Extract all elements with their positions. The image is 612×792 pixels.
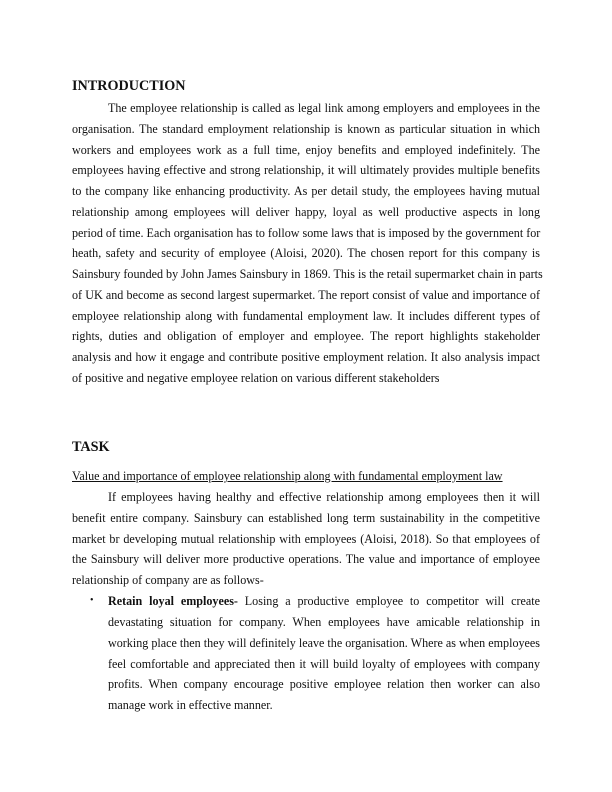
text-line: rights, duties and obligation of employer and employee. The report highlights stakeholder [72,329,540,344]
bullet-icon: • [90,595,94,606]
text-line: employees having effective and strong relationship, it will ultimately provides multiple benefits [72,163,540,178]
text-line: employee relationship along with fundamental employment law. It includes different types of [72,308,540,323]
text-line: Sainsbury founded by John James Sainsbury in 1869. This is the retail supermarket chain in parts [72,267,543,281]
text-line: to the company like enhancing productivity. As per detail study, the employees having mutual [72,184,540,198]
text-line: market br developing mutual relationship with employees (Aloisi, 2018). So that employees of [72,531,540,546]
text-line: of positive and negative employee relation on various different stakeholders [72,370,440,385]
bullet-first-line [108,593,540,609]
bullet-text: Losing a productive employee to competitor will create [237,594,540,608]
text-line: profits. When company encourage positive employee relation then worker can also [108,677,540,692]
text-line: manage work in effective manner. [108,698,273,712]
text-line: benefit entire company. Sainsbury can established long term sustainability in the competitive [72,510,540,525]
task-subheading: Value and importance of employee relationship along with fundamental employment law [72,469,503,483]
text-line: the Sainsbury will deliver more productive operations. The value and importance of employee [72,552,540,567]
intro-heading: INTRODUCTION [72,78,186,94]
text-line: of UK and become as second largest supermarket. The report consist of value and importance of [72,287,540,302]
text-line: If employees having healthy and effective relationship among employees then it will [108,490,540,504]
text-line: organisation. The standard employment relationship is known as particular situation in which [72,121,540,136]
text-line: relationship of company are as follows- [72,573,264,587]
text-line: period of time. Each organisation has to follow some laws that is imposed by the government for [72,225,541,240]
text-line: analysis and how it engage and contribute positive employment relation. It also analysis impact [72,350,540,364]
text-line: relationship among employees will deliver happy, loyal as well productive aspects in long [72,204,540,219]
bullet-title: Retain loyal employees- [108,594,238,608]
text-line: feel comfortable and appreciated then it will build loyalty of employees with company [108,656,540,671]
text-line: devastating situation for company. When employees have amicable relationship in [108,615,540,629]
task-heading: TASK [72,439,110,455]
text-line: working place then they will definitely leave the organisation. Where as when employees [108,635,540,650]
text-line: The employee relationship is called as legal link among employers and employees in the [108,101,540,115]
text-line: workers and employees work as a full time, enjoy benefits and employed indefinitely. The [72,142,540,157]
text-line: heath, safety and security of employee (Aloisi, 2020). The chosen report for this company is [72,246,540,261]
